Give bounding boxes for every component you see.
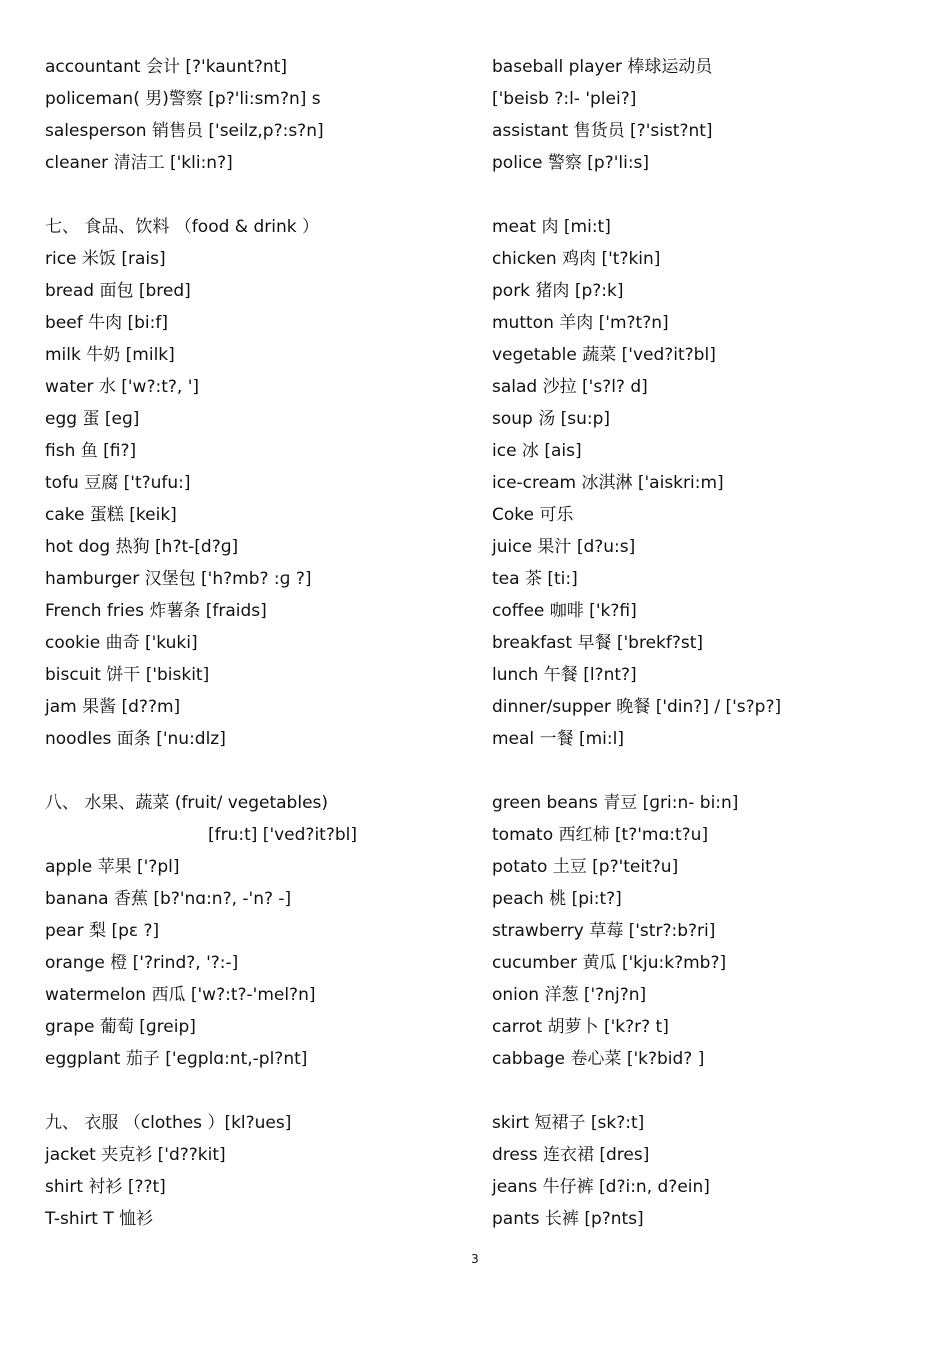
vocab-line: egg 蛋 [eɡ] [45,409,140,429]
blank-line [45,755,475,787]
vocab-line: watermelon 西瓜 ['w?:t?-'mel?n] [45,985,316,1005]
vocab-line: hamburger 汉堡包 ['h?mb? :ɡ ?] [45,569,312,589]
vocab-line: milk 牛奶 [milk] [45,345,175,365]
section-heading: 八、 水果、蔬菜 (fruit/ vegetables) [45,793,329,813]
vocab-line: noodles 面条 ['nu:dlz] [45,729,226,749]
vocab-line: baseball player 棒球运动员 [492,57,713,77]
vocab-line: salad 沙拉 ['s?l? d] [492,377,648,397]
vocab-line: meat 肉 [mi:t] [492,217,611,237]
right-column [492,51,932,1235]
vocab-line: mutton 羊肉 ['m?t?n] [492,313,669,333]
vocab-line: pants 长裤 [p?nts] [492,1209,644,1229]
vocab-line: meal 一餐 [mi:l] [492,729,624,749]
vocab-line: ice 冰 [ais] [492,441,582,461]
vocab-line: Coke 可乐 [492,505,574,525]
blank-line [492,179,932,211]
vocab-line: T-shirt T 恤衫 [45,1209,154,1229]
vocab-line: pear 梨 [pɛ ?] [45,921,160,941]
page-number: 3 [471,1252,479,1266]
vocab-line: accountant 会计 [?'kaunt?nt] [45,57,287,77]
vocab-line: banana 香蕉 [b?'nɑ:n?, -'n? -] [45,889,292,909]
vocab-line: biscuit 饼干 ['biskit] [45,665,210,685]
vocab-line: tomato 西红柿 [t?'mɑ:t?u] [492,825,709,845]
vocab-line: vegetable 蔬菜 ['ved?it?bl] [492,345,716,365]
vocab-line: French fries 炸薯条 [fraids] [45,601,267,621]
vocab-line: skirt 短裙子 [sk?:t] [492,1113,645,1133]
vocab-line: chicken 鸡肉 ['t?kin] [492,249,661,269]
vocab-line: eggplant 茄子 ['eɡplɑ:nt,-pl?nt] [45,1049,308,1069]
blank-line [45,1075,475,1107]
vocab-line: cookie 曲奇 ['kuki] [45,633,198,653]
vocab-line: dinner/supper 晚餐 ['din?] / ['s?p?] [492,697,782,717]
vocab-line: tea 茶 [ti:] [492,569,578,589]
vocab-line: cake 蛋糕 [keik] [45,505,177,525]
section-heading-phonetic: [fru:t] ['ved?it?bl] [208,825,358,845]
vocab-line: cleaner 清洁工 ['kli:n?] [45,153,233,173]
blank-line [492,755,932,787]
vocab-line: assistant 售货员 [?'sist?nt] [492,121,713,141]
section-heading: 七、 食品、饮料 （food & drink ） [45,217,319,237]
vocab-line: police 警察 [p?'li:s] [492,153,650,173]
vocab-line: shirt 衬衫 [??t] [45,1177,166,1197]
vocab-line: tofu 豆腐 ['t?ufu:] [45,473,191,493]
vocab-line: rice 米饭 [rais] [45,249,166,269]
vocab-line: cabbage 卷心菜 ['k?bid? ] [492,1049,705,1069]
vocab-line: jam 果酱 [d??m] [45,697,181,717]
vocab-line: onion 洋葱 ['?nj?n] [492,985,647,1005]
vocab-line: beef 牛肉 [bi:f] [45,313,168,333]
vocab-line: potato 土豆 [p?'teit?u] [492,857,679,877]
vocab-line: pork 猪肉 [p?:k] [492,281,624,301]
blank-line [45,179,475,211]
vocab-line: cucumber 黄瓜 ['kju:k?mb?] [492,953,727,973]
vocab-line: fish 鱼 [fi?] [45,441,137,461]
vocab-line: coffee 咖啡 ['k?fi] [492,601,637,621]
vocab-line: grape 葡萄 [ɡreip] [45,1017,196,1037]
vocab-line: jeans 牛仔裤 [d?i:n, d?ein] [492,1177,710,1197]
section-heading: 九、 衣服 （clothes ）[kl?ues] [45,1113,292,1133]
vocab-line: bread 面包 [bred] [45,281,191,301]
blank-line [492,1075,932,1107]
vocab-line: orange 橙 ['?rind?, '?:-] [45,953,239,973]
vocab-line: water 水 ['w?:t?, '] [45,377,200,397]
vocab-line: peach 桃 [pi:t?] [492,889,622,909]
vocab-line: ice-cream 冰淇淋 ['aiskri:m] [492,473,724,493]
vocab-line: juice 果汁 [d?u:s] [492,537,636,557]
vocab-line: dress 连衣裙 [dres] [492,1145,650,1165]
vocab-line: salesperson 销售员 ['seilz,p?:s?n] [45,121,324,141]
vocab-line: lunch 午餐 [l?nt?] [492,665,637,685]
vocab-line: ['beisb ?:l- 'plei?] [492,89,637,109]
vocab-line: strawberry 草莓 ['str?:b?ri] [492,921,716,941]
vocab-line: hot dog 热狗 [h?t-[d?ɡ] [45,537,239,557]
vocab-line: policeman( 男)警察 [p?'li:sm?n] s [45,89,321,109]
vocab-line: apple 苹果 ['?pl] [45,857,180,877]
vocab-line: breakfast 早餐 ['brekf?st] [492,633,704,653]
vocab-line: carrot 胡萝卜 ['k?r? t] [492,1017,669,1037]
vocab-line: jacket 夹克衫 ['d??kit] [45,1145,226,1165]
vocab-line: green beans 青豆 [ɡri:n- bi:n] [492,793,739,813]
left-column [45,51,475,1235]
vocab-line: soup 汤 [su:p] [492,409,611,429]
